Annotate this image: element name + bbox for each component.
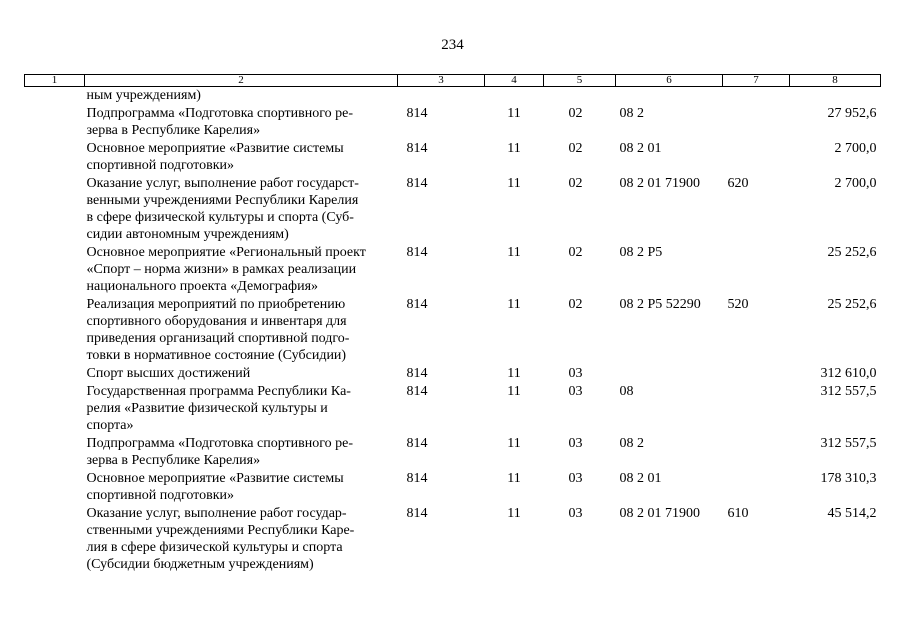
row-c4-value: 11 xyxy=(507,245,521,260)
row-c3-value: 814 xyxy=(406,436,428,451)
row-c6-value xyxy=(616,365,723,383)
row-c7-value xyxy=(723,244,790,296)
row-c3-value: 814 xyxy=(406,366,428,381)
row-c6-value: 08 2 P5 xyxy=(619,245,663,260)
row-c6-value: 08 2 P5 52290 xyxy=(619,297,701,312)
row-c8-value: 45 514,2 xyxy=(827,506,877,521)
row-c4-value: 11 xyxy=(507,506,521,521)
row-c7-value xyxy=(723,470,790,505)
row-c5-value: 02 xyxy=(568,297,583,312)
row-c3-value: 814 xyxy=(406,297,428,312)
row-c4-value: 11 xyxy=(507,384,521,399)
row-c5-value: 03 xyxy=(568,384,583,399)
row-c3-value: 814 xyxy=(406,384,428,399)
row-c7-value xyxy=(723,140,790,175)
row-c3-value: 814 xyxy=(406,176,428,191)
header-row xyxy=(25,75,881,87)
row-name: Государственная программа Республики Ка- релия «Развитие физической культуры и спорта» xyxy=(86,384,351,433)
row-name: Оказание услуг, выполнение работ государст- венными учреждениями Республики Карелия в сфере физической культуры и спорта (Суб- сидии автономным учреждениям) xyxy=(86,176,359,242)
row-number-cell xyxy=(25,296,85,365)
row-c4-value: 11 xyxy=(507,471,521,486)
row-c5-value: 02 xyxy=(568,106,583,121)
row-name: Реализация мероприятий по приобретению спортивного оборудования и инвентаря для приведения организаций спортивной подго- товки в нормативное состояние (Субсидии) xyxy=(86,297,350,363)
table-row xyxy=(25,87,881,106)
row-c7-value xyxy=(723,435,790,470)
table-row xyxy=(25,505,881,574)
row-c7-value xyxy=(723,383,790,435)
row-name: Подпрограмма «Подготовка спортивного ре- зерва в Республике Карелия» xyxy=(86,436,354,468)
row-c3-value: 814 xyxy=(406,506,428,521)
row-number-cell xyxy=(25,505,85,574)
row-c8-value: 25 252,6 xyxy=(827,245,877,260)
row-c4-value: 11 xyxy=(507,176,521,191)
row-c4-value: 11 xyxy=(507,141,521,156)
row-c3-value: 814 xyxy=(406,141,428,156)
column-header: 3 xyxy=(398,75,485,87)
table-row xyxy=(25,244,881,296)
row-c3-value xyxy=(398,87,485,106)
row-c7-value xyxy=(723,365,790,383)
budget-table xyxy=(24,74,881,574)
table-row xyxy=(25,435,881,470)
row-name: ным учреждениям) xyxy=(86,88,201,103)
row-c5-value: 03 xyxy=(568,471,583,486)
row-c7-value xyxy=(723,87,790,106)
row-c3-value: 814 xyxy=(406,245,428,260)
row-name: Основное мероприятие «Развитие системы спортивной подготовки» xyxy=(86,471,344,503)
row-c7-value: 610 xyxy=(727,506,749,521)
table-row xyxy=(25,105,881,140)
row-c6-value: 08 2 xyxy=(619,106,644,121)
column-header: 8 xyxy=(790,75,881,87)
page-number: 234 xyxy=(441,37,464,53)
row-c7-value: 520 xyxy=(727,297,749,312)
column-header: 7 xyxy=(723,75,790,87)
row-c5-value: 02 xyxy=(568,245,583,260)
row-c8-value: 2 700,0 xyxy=(834,141,877,156)
row-name: Основное мероприятие «Развитие системы спортивной подготовки» xyxy=(86,141,344,173)
row-c5-value: 02 xyxy=(568,176,583,191)
table-row xyxy=(25,470,881,505)
row-name: Подпрограмма «Подготовка спортивного ре- зерва в Республике Карелия» xyxy=(86,106,354,138)
row-c6-value: 08 2 01 xyxy=(619,141,662,156)
table-row xyxy=(25,296,881,365)
row-c8-value: 178 310,3 xyxy=(820,471,877,486)
row-number-cell xyxy=(25,105,85,140)
row-c8-value: 25 252,6 xyxy=(827,297,877,312)
table-row xyxy=(25,383,881,435)
row-c5-value: 03 xyxy=(568,366,583,381)
column-header: 2 xyxy=(85,75,398,87)
row-c4-value: 11 xyxy=(507,366,521,381)
row-c5-value: 03 xyxy=(568,436,583,451)
row-c8-value: 312 557,5 xyxy=(820,384,877,399)
row-number-cell xyxy=(25,244,85,296)
table-row xyxy=(25,365,881,383)
column-header: 6 xyxy=(616,75,723,87)
row-c6-value xyxy=(616,87,723,106)
row-name: Основное мероприятие «Региональный проект «Спорт – норма жизни» в рамках реализации национального проекта «Демография» xyxy=(86,245,366,294)
row-number-cell xyxy=(25,87,85,106)
column-header: 1 xyxy=(25,75,85,87)
row-number-cell xyxy=(25,435,85,470)
row-c7-value xyxy=(723,105,790,140)
row-c4-value xyxy=(485,87,544,106)
row-number-cell xyxy=(25,383,85,435)
row-c3-value: 814 xyxy=(406,106,428,121)
row-c4-value: 11 xyxy=(507,297,521,312)
row-number-cell xyxy=(25,175,85,244)
row-c6-value: 08 2 01 xyxy=(619,471,662,486)
row-c4-value: 11 xyxy=(507,436,521,451)
row-c8-value: 312 557,5 xyxy=(820,436,877,451)
row-c8-value: 27 952,6 xyxy=(827,106,877,121)
row-c5-value: 03 xyxy=(568,506,583,521)
row-number-cell xyxy=(25,470,85,505)
row-c6-value: 08 2 01 71900 xyxy=(619,506,700,521)
row-c6-value: 08 2 01 71900 xyxy=(619,176,700,191)
row-number-cell xyxy=(25,365,85,383)
row-number-cell xyxy=(25,140,85,175)
row-c8-value xyxy=(790,87,881,106)
row-c5-value: 02 xyxy=(568,141,583,156)
row-c6-value: 08 2 xyxy=(619,436,644,451)
row-c5-value xyxy=(544,87,616,106)
row-c3-value: 814 xyxy=(406,471,428,486)
row-name: Оказание услуг, выполнение работ государ- ственными учреждениями Республики Каре- лия в сфере физической культуры и спорта (Субсидии бюджетным учреждениям) xyxy=(86,506,355,572)
row-c7-value: 620 xyxy=(727,176,749,191)
row-name: Спорт высших достижений xyxy=(86,366,251,381)
row-c8-value: 2 700,0 xyxy=(834,176,877,191)
table-row xyxy=(25,175,881,244)
row-c4-value: 11 xyxy=(507,106,521,121)
row-c8-value: 312 610,0 xyxy=(820,366,877,381)
column-header: 4 xyxy=(485,75,544,87)
table-row xyxy=(25,140,881,175)
column-header: 5 xyxy=(544,75,616,87)
row-c6-value: 08 xyxy=(619,384,634,399)
